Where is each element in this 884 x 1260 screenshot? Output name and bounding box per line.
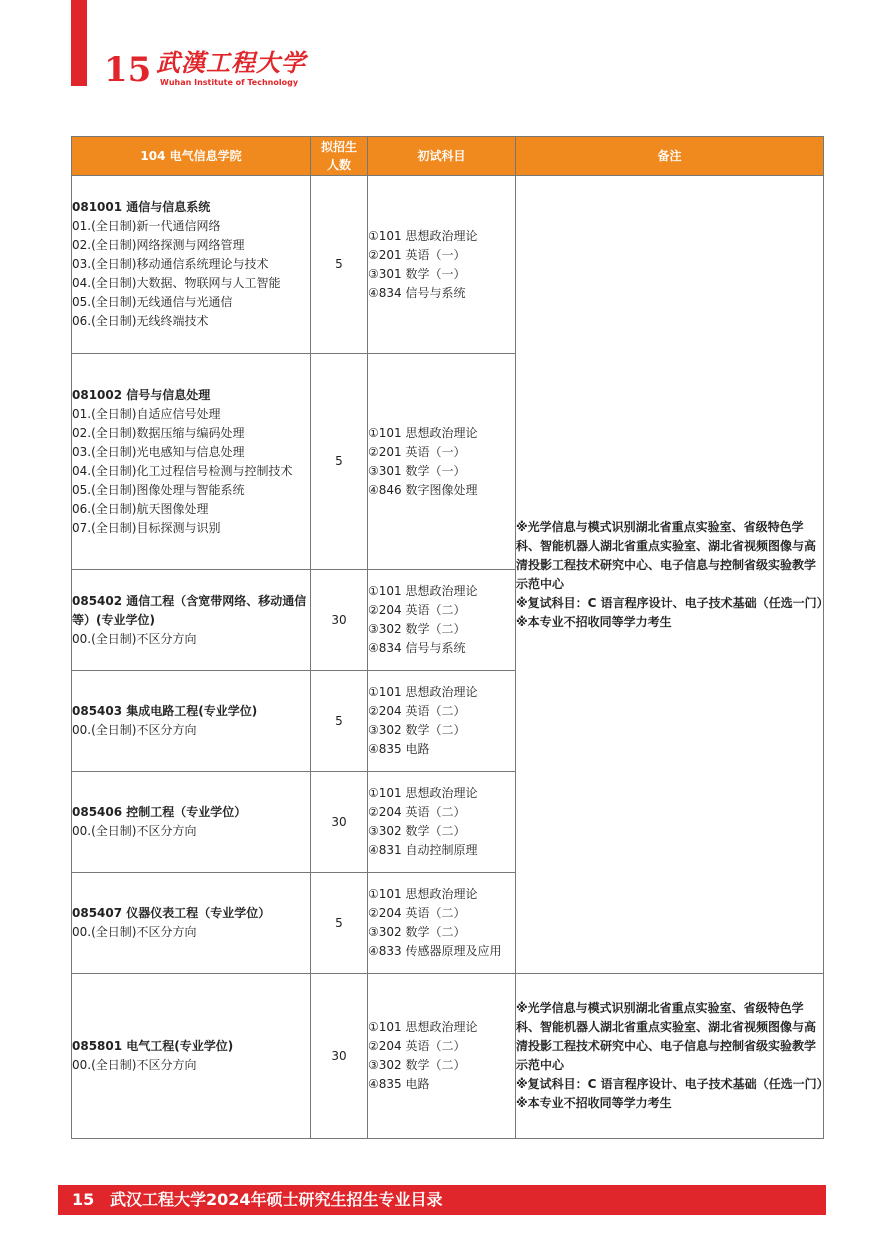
note-item: ※光学信息与模式识别湖北省重点实验室、省级特色学科、智能机器人湖北省重点实验室、湖北省视频图像与高清投影工程技术研究中心、电子信息与控制省级实验教学示范中心 [516, 519, 817, 591]
major-cell [72, 873, 311, 974]
major-cell [72, 354, 311, 570]
enrollment-count: 5 [311, 354, 368, 570]
direction-item: 03.(全日制)光电感知与信息处理 [72, 444, 245, 459]
major-title: 085402 通信工程（含宽带网络、移动通信等）(专业学位) [72, 593, 307, 627]
exam-subject: ③301 数学（一） [368, 463, 466, 478]
exam-cell [368, 570, 516, 671]
major-title: 081001 通信与信息系统 [72, 200, 211, 214]
direction-item: 00.(全日制)不区分方向 [72, 1058, 197, 1072]
table-row [72, 974, 824, 1139]
exam-subject: ④833 传感器原理及应用 [368, 944, 502, 958]
exam-cell [368, 873, 516, 974]
table-header-row [72, 137, 824, 176]
note-item: ※光学信息与模式识别湖北省重点实验室、省级特色学科、智能机器人湖北省重点实验室、湖北省视频图像与高清投影工程技术研究中心、电子信息与控制省级实验教学示范中心 [516, 1001, 817, 1072]
exam-cell [368, 772, 516, 873]
major-cell [72, 176, 311, 354]
direction-item: 06.(全日制)无线终端技术 [72, 314, 209, 328]
exam-subject: ③302 数学（二） [368, 1058, 466, 1072]
exam-subject: ②204 英语（二） [368, 906, 466, 920]
exam-cell [368, 176, 516, 354]
exam-subject: ③301 数学（一） [368, 266, 466, 281]
direction-item: 00.(全日制)不区分方向 [72, 723, 197, 737]
direction-item: 01.(全日制)新一代通信网络 [72, 219, 221, 233]
direction-item: 00.(全日制)不区分方向 [72, 824, 197, 838]
exam-subject: ④835 电路 [368, 742, 430, 756]
exam-subject: ②204 英语（二） [368, 805, 466, 819]
direction-item: 01.(全日制)自适应信号处理 [72, 406, 221, 421]
school-logo-cn: 武漢工程大学 [156, 48, 306, 77]
school-logo-en: Wuhan Institute of Technology [160, 78, 299, 87]
exam-subject: ①101 思想政治理论 [368, 1020, 478, 1034]
exam-subject: ②204 英语（二） [368, 1039, 466, 1053]
enrollment-count: 5 [311, 671, 368, 772]
enrollment-count: 30 [311, 974, 368, 1139]
exam-subject: ①101 思想政治理论 [368, 786, 478, 800]
note-cell-group [516, 176, 829, 974]
exam-subject: ①101 思想政治理论 [368, 425, 478, 440]
major-title: 085407 仪器仪表工程（专业学位） [72, 906, 271, 920]
exam-subject: ④831 自动控制原理 [368, 843, 478, 857]
direction-item: 04.(全日制)大数据、物联网与人工智能 [72, 276, 281, 290]
direction-item: 00.(全日制)不区分方向 [72, 925, 197, 939]
major-cell [72, 570, 311, 671]
direction-item: 06.(全日制)航天图像处理 [72, 501, 209, 516]
direction-item: 04.(全日制)化工过程信号检测与控制技术 [72, 463, 293, 478]
major-cell [72, 671, 311, 772]
table-row [72, 176, 824, 354]
header-count-label: 拟招生人数 [320, 140, 357, 172]
exam-subject: ②201 英语（一） [368, 247, 466, 262]
enrollment-count: 5 [311, 873, 368, 974]
note-item: ※本专业不招收同等学力考生 [516, 1096, 672, 1110]
footer-title: 武汉工程大学2024年硕士研究生招生专业目录 [110, 1190, 443, 1209]
note-item: ※复试科目：C 语言程序设计、电子技术基础（任选一门） [516, 595, 829, 610]
enrollment-count: 30 [311, 570, 368, 671]
note-cell-last [516, 974, 829, 1139]
exam-subject: ③302 数学（二） [368, 622, 466, 636]
exam-subject: ②204 英语（二） [368, 704, 466, 718]
exam-subject: ③302 数学（二） [368, 723, 466, 737]
exam-subject: ②204 英语（二） [368, 603, 466, 617]
direction-item: 05.(全日制)无线通信与光通信 [72, 295, 233, 309]
header-exam: 初试科目 [368, 137, 516, 176]
footer-banner [58, 1185, 826, 1215]
direction-item: 02.(全日制)网络探测与网络管理 [72, 238, 245, 252]
major-cell [72, 772, 311, 873]
major-title: 085403 集成电路工程(专业学位) [72, 704, 258, 718]
direction-item: 05.(全日制)图像处理与智能系统 [72, 482, 245, 497]
header-note: 备注 [516, 137, 824, 176]
exam-subject: ④834 信号与系统 [368, 641, 466, 655]
exam-subject: ①101 思想政治理论 [368, 685, 478, 699]
major-title: 081002 信号与信息处理 [72, 387, 211, 402]
exam-cell [368, 974, 516, 1139]
direction-item: 02.(全日制)数据压缩与编码处理 [72, 425, 245, 440]
header-accent-bar [71, 0, 87, 86]
direction-item: 03.(全日制)移动通信系统理论与技术 [72, 257, 269, 271]
direction-item: 00.(全日制)不区分方向 [72, 631, 197, 646]
exam-subject: ①101 思想政治理论 [368, 584, 478, 598]
exam-cell [368, 354, 516, 570]
footer-page-number: 15 [72, 1190, 95, 1209]
enrollment-count: 5 [311, 176, 368, 354]
major-cell [72, 974, 311, 1139]
exam-subject: ①101 思想政治理论 [368, 228, 478, 243]
exam-subject: ①101 思想政治理论 [368, 887, 478, 901]
enrollment-count: 30 [311, 772, 368, 873]
exam-cell [368, 671, 516, 772]
major-title: 085801 电气工程(专业学位) [72, 1039, 234, 1053]
note-item: ※复试科目：C 语言程序设计、电子技术基础（任选一门） [516, 1077, 829, 1091]
exam-subject: ④835 电路 [368, 1077, 430, 1091]
note-item: ※本专业不招收同等学力考生 [516, 614, 672, 629]
exam-subject: ③302 数学（二） [368, 824, 466, 838]
exam-subject: ④846 数字图像处理 [368, 482, 478, 497]
header-count [311, 137, 368, 176]
exam-subject: ④834 信号与系统 [368, 285, 466, 300]
direction-item: 07.(全日制)目标探测与识别 [72, 520, 221, 535]
catalog-table [71, 136, 829, 1139]
exam-subject: ②201 英语（一） [368, 444, 466, 459]
exam-subject: ③302 数学（二） [368, 925, 466, 939]
header-page-number: 15 [104, 50, 152, 90]
header-college: 104 电气信息学院 [72, 137, 311, 176]
major-title: 085406 控制工程（专业学位） [72, 805, 247, 819]
